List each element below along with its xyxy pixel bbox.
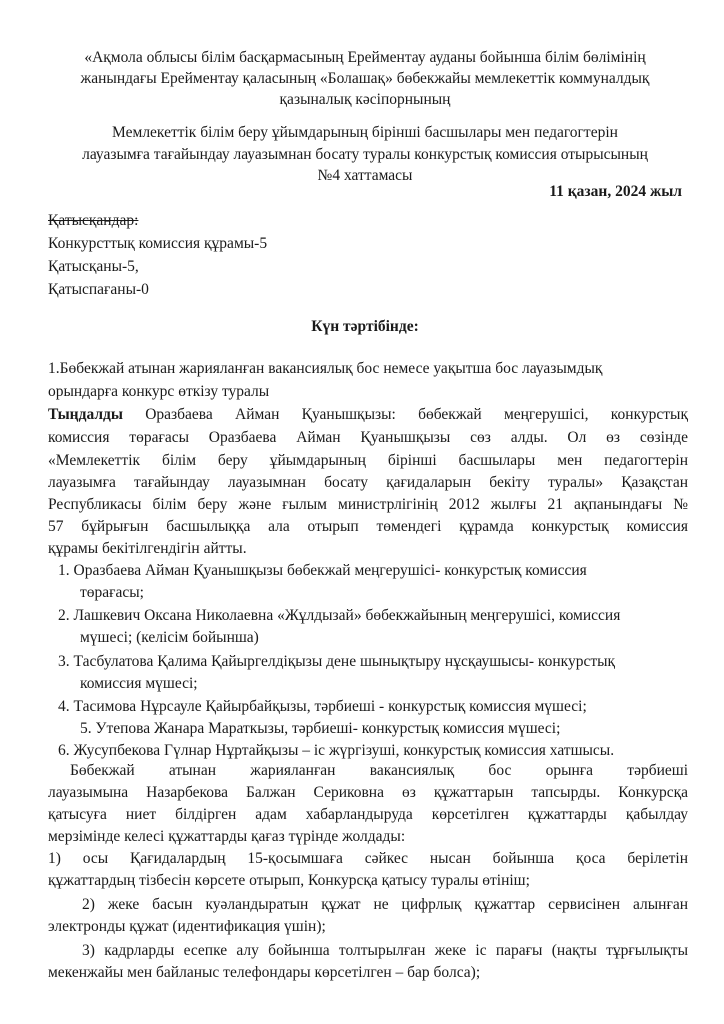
member-1-line-2: төрағасы; xyxy=(80,584,144,601)
member-3-line-1: 3. Тасбулатова Қалима Қайыргелдіқызы дене шынықтыру нұсқаушысы- конкурстық xyxy=(58,653,616,670)
protocol-title-line-1: Мемлекеттік білім беру ұйымдарының бірінші басшылары мен педагогтерін xyxy=(112,124,618,141)
org-name-line-1: «Ақмола облысы білім басқармасының Ерейментау ауданы бойынша білім бөлімінің xyxy=(84,49,646,66)
attendance-heading: Қатысқандар: xyxy=(48,212,139,229)
member-4: 4. Тасимова Нұрсауле Қайырбайқызы, тәрбиеші - конкурстық комиссия мүшесі; xyxy=(58,698,587,715)
listened-line-6: 57 бұйрығын басшылыққа ала отырып төмендегі құрамда конкурстық комиссия xyxy=(48,518,688,535)
protocol-title-line-3: №4 хаттамасы xyxy=(317,167,413,184)
listened-line-1-text: Оразбаева Айман Қуанышқызы: бөбекжай меңгерушісі, конкурстық xyxy=(122,406,688,423)
member-2-line-2: мүшесі; (келісім бойынша) xyxy=(80,629,259,646)
listened-line-2: комиссия төрағасы Оразбаева Айман Қуанышқызы сөз алды. Ол өз сөзінде xyxy=(48,429,688,446)
agenda-item-1-line-2: орындарға конкурс өткізу туралы xyxy=(48,383,270,400)
org-name-line-2: жанындағы Ерейментау қаласының «Болашақ» бөбекжайы мемлекеттік коммуналдық xyxy=(80,70,650,87)
attendance-members: Конкурсттық комиссия құрамы-5 xyxy=(48,235,268,252)
applicant-para-line-4: мерзімінде келесі құжаттарды қағаз түрінде жолдады: xyxy=(48,828,406,845)
applicant-para-line-1: Бөбекжай атынан жарияланған вакансиялық бос орынға тәрбиеші xyxy=(70,762,688,779)
document-item-1-line-1: 1) осы Қағидалардың 15-қосымшаға сәйкес нысан бойынша қоса берілетін xyxy=(48,850,688,867)
agenda-heading: Күн тәртібінде: xyxy=(311,318,419,335)
member-5: 5. Утепова Жанара Мараткызы, тәрбиеші- конкурстық комиссия мүшесі; xyxy=(80,720,561,737)
document-item-2-line-1: 2) жеке басын куәландыратын құжат не цифрлық құжаттар сервисінен алынған xyxy=(82,896,688,913)
protocol-title-line-2: лауазымға тағайындау лауазымнан босату туралы конкурстық комиссия отырысының xyxy=(82,146,648,163)
applicant-para-line-2: лауазымына Назарбекова Балжан Сериковна өз құжаттарын тапсырды. Конкурсқа xyxy=(48,784,688,801)
member-1-line-1: 1. Оразбаева Айман Қуанышқызы бөбекжай меңгерушісі- конкурстық комиссия xyxy=(58,562,587,579)
document-item-3-line-2: мекенжайы мен байланыс телефондары көрсетілген – бар болса); xyxy=(48,964,481,981)
attendance-present: Қатысқаны-5, xyxy=(48,258,139,275)
document-item-3-line-1: 3) кадрларды есепке алу бойынша толтырылған жеке іс парағы (нақты тұрғылықты xyxy=(82,942,688,959)
org-name-line-3: қазыналық кәсіпорнының xyxy=(279,91,451,108)
listened-line-3: «Мемлекеттік білім беру ұйымдарының бірінші басшылары мен педагогтерін xyxy=(48,452,688,469)
protocol-date: 11 қазан, 2024 жыл xyxy=(549,183,682,200)
agenda-item-1-line-1: 1.Бөбекжай атынан жарияланған вакансиялық бос немесе уақытша бос лауазымдық xyxy=(48,360,603,377)
document-item-1-line-2: құжаттардың тізбесін көрсете отырып, Конкурсқа қатысу туралы өтініш; xyxy=(48,872,530,889)
listened-label: Тыңдалды xyxy=(48,406,123,423)
attendance-absent: Қатыспағаны-0 xyxy=(48,281,149,298)
listened-line-5: Республикасы білім беру және ғылым министрлігінің 2012 жылғы 21 ақпанындағы № xyxy=(48,496,688,513)
member-3-line-2: комиссия мүшесі; xyxy=(80,675,198,692)
document-item-2-line-2: электронды құжат (идентификация үшін); xyxy=(48,918,326,935)
listened-line-4: лауазымға тағайындау лауазымнан босату қағидаларын бекіту туралы» Қазақстан xyxy=(48,474,688,491)
member-2-line-1: 2. Лашкевич Оксана Николаевна «Жұлдызай» бөбекжайының меңгерушісі, комиссия xyxy=(58,607,621,624)
listened-line-7: құрамы бекітілгендігін айтты. xyxy=(48,540,247,557)
member-6: 6. Жусупбекова Гүлнар Нұртайқызы – іс жүргізуші, конкурстық комиссия хатшысы. xyxy=(58,742,615,759)
applicant-para-line-3: қатысуға ниет білдірген адам хабарландыруда көрсетілген құжаттарды қабылдау xyxy=(48,806,688,823)
listened-line-1 xyxy=(48,404,688,425)
